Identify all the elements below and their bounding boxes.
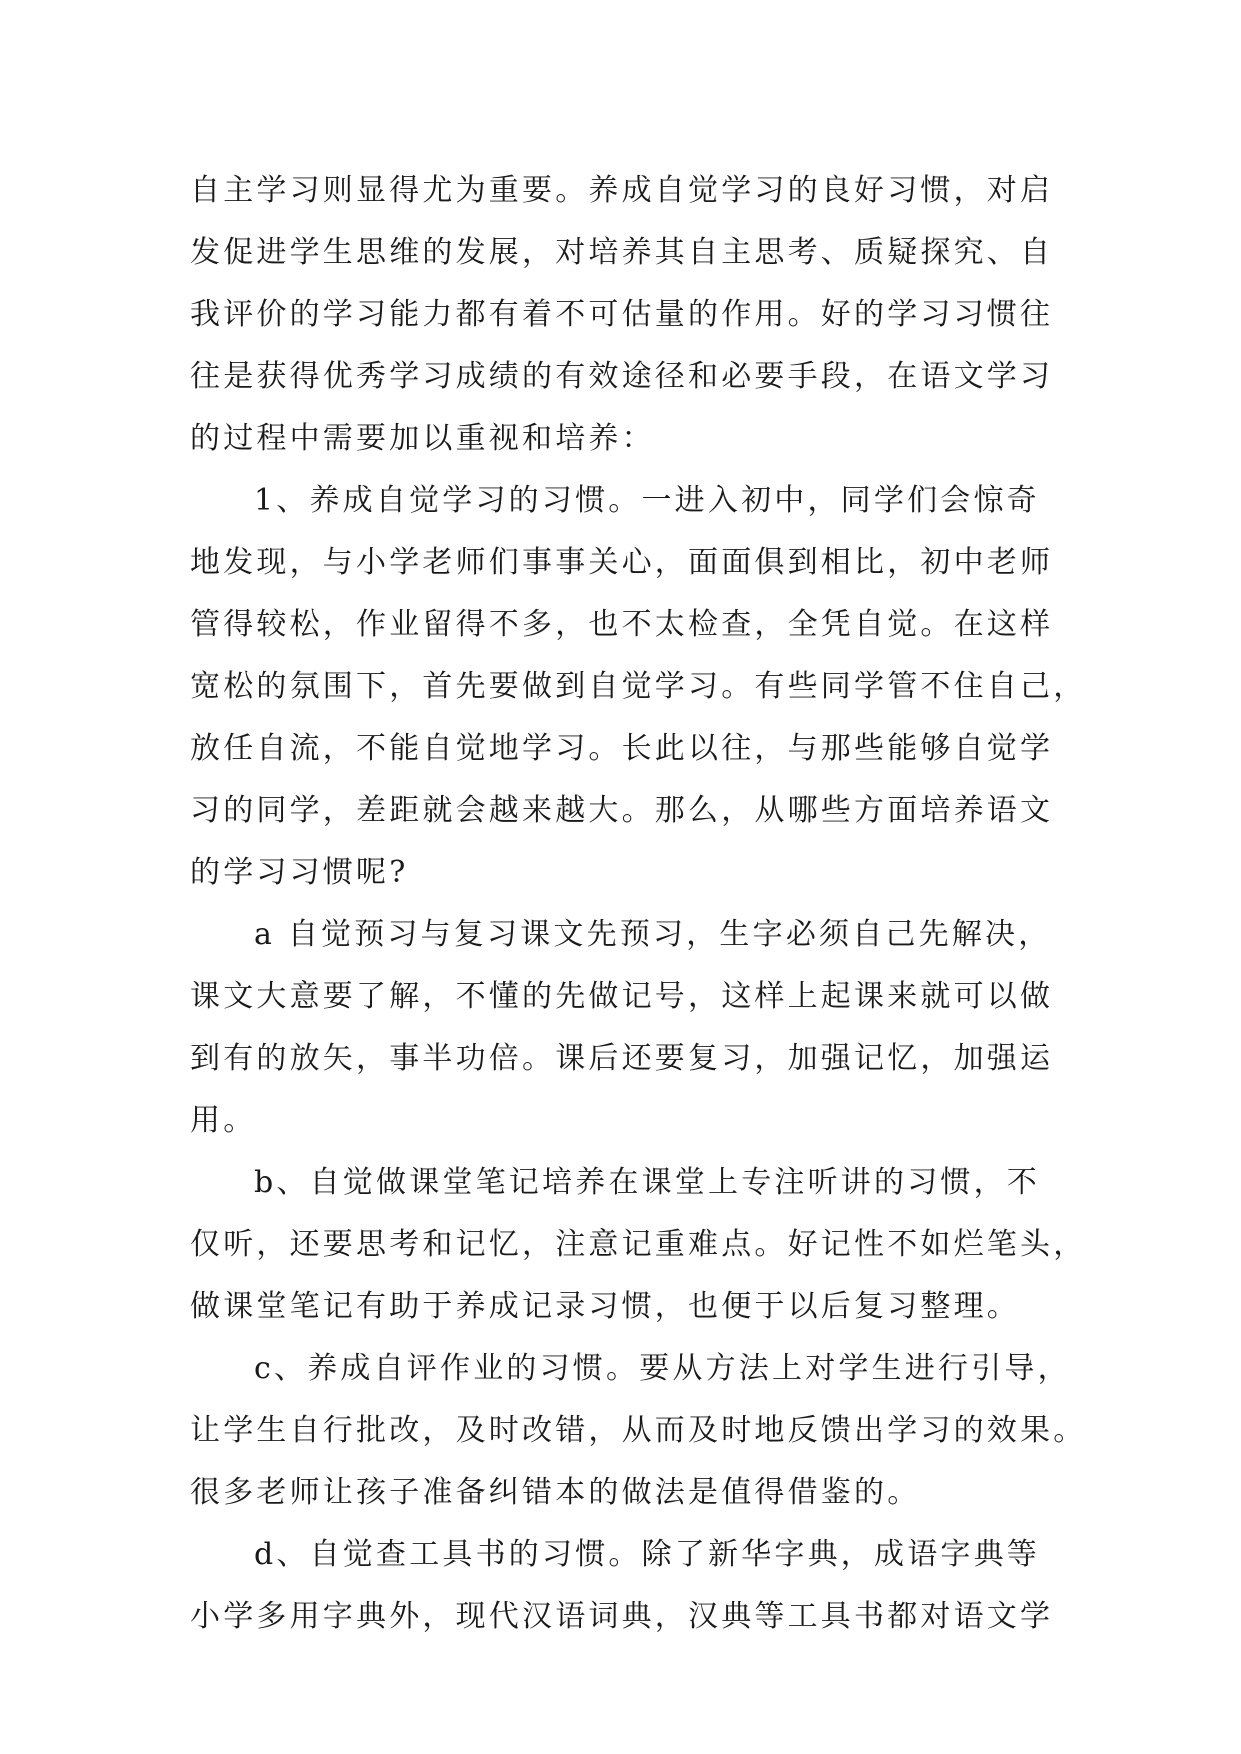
text-line: 的过程中需要加以重视和培养： — [190, 421, 655, 456]
text-line: 到有的放矢，事半功倍。课后还要复习，加强记忆，加强运 — [190, 1041, 1054, 1076]
text-line: 的学习习惯呢? — [190, 855, 409, 890]
paragraph-6 — [190, 1524, 1054, 1648]
text-line: b、自觉做课堂笔记培养在课堂上专注听讲的习惯，不 — [254, 1165, 1041, 1200]
text-line: 往是获得优秀学习成绩的有效途径和必要手段，在语文学习 — [190, 359, 1054, 394]
text-line: 很多老师让孩子准备纠错本的做法是值得借鉴的。 — [190, 1475, 921, 1510]
paragraph-5 — [190, 1338, 1087, 1524]
text-line: 放任自流，不能自觉地学习。长此以往，与那些能够自觉学 — [190, 731, 1054, 766]
text-line: 宽松的氛围下，首先要做到自觉学习。有些同学管不住自己， — [190, 669, 1087, 704]
text-line: 管得较松，作业留得不多，也不太检查，全凭自觉。在这样 — [190, 607, 1054, 642]
text-line: d、自觉查工具书的习惯。除了新华字典，成语字典等 — [254, 1537, 1041, 1572]
text-line: 习的同学，差距就会越来越大。那么，从哪些方面培养语文 — [190, 793, 1054, 828]
paragraph-2 — [190, 470, 1087, 904]
text-line: 1、养成自觉学习的习惯。一进入初中，同学们会惊奇 — [254, 483, 1040, 518]
text-line: c、养成自评作业的习惯。要从方法上对学生进行引导， — [254, 1351, 1071, 1386]
text-line: 小学多用字典外，现代汉语词典，汉典等工具书都对语文学 — [190, 1599, 1054, 1634]
text-line: 地发现，与小学老师们事事关心，面面俱到相比，初中老师 — [190, 545, 1054, 580]
text-line: 课文大意要了解，不懂的先做记号，这样上起课来就可以做 — [190, 979, 1054, 1014]
paragraph-1 — [190, 160, 1054, 470]
text-line: 自主学习则显得尤为重要。养成自觉学习的良好习惯，对启 — [190, 173, 1054, 208]
text-line: a 自觉预习与复习课文先预习，生字必须自己先解决， — [254, 917, 1052, 952]
text-line: 我评价的学习能力都有着不可估量的作用。好的学习习惯往 — [190, 297, 1054, 332]
text-line: 仅听，还要思考和记忆，注意记重难点。好记性不如烂笔头， — [190, 1227, 1087, 1262]
text-line: 让学生自行批改，及时改错，从而及时地反馈出学习的效果。 — [190, 1413, 1087, 1448]
text-line: 发促进学生思维的发展，对培养其自主思考、质疑探究、自 — [190, 235, 1054, 270]
paragraph-4 — [190, 1152, 1087, 1338]
paragraph-3 — [190, 904, 1054, 1152]
text-line: 用。 — [190, 1103, 257, 1138]
text-line: 做课堂笔记有助于养成记录习惯，也便于以后复习整理。 — [190, 1289, 1020, 1324]
body-text — [190, 160, 1087, 1648]
